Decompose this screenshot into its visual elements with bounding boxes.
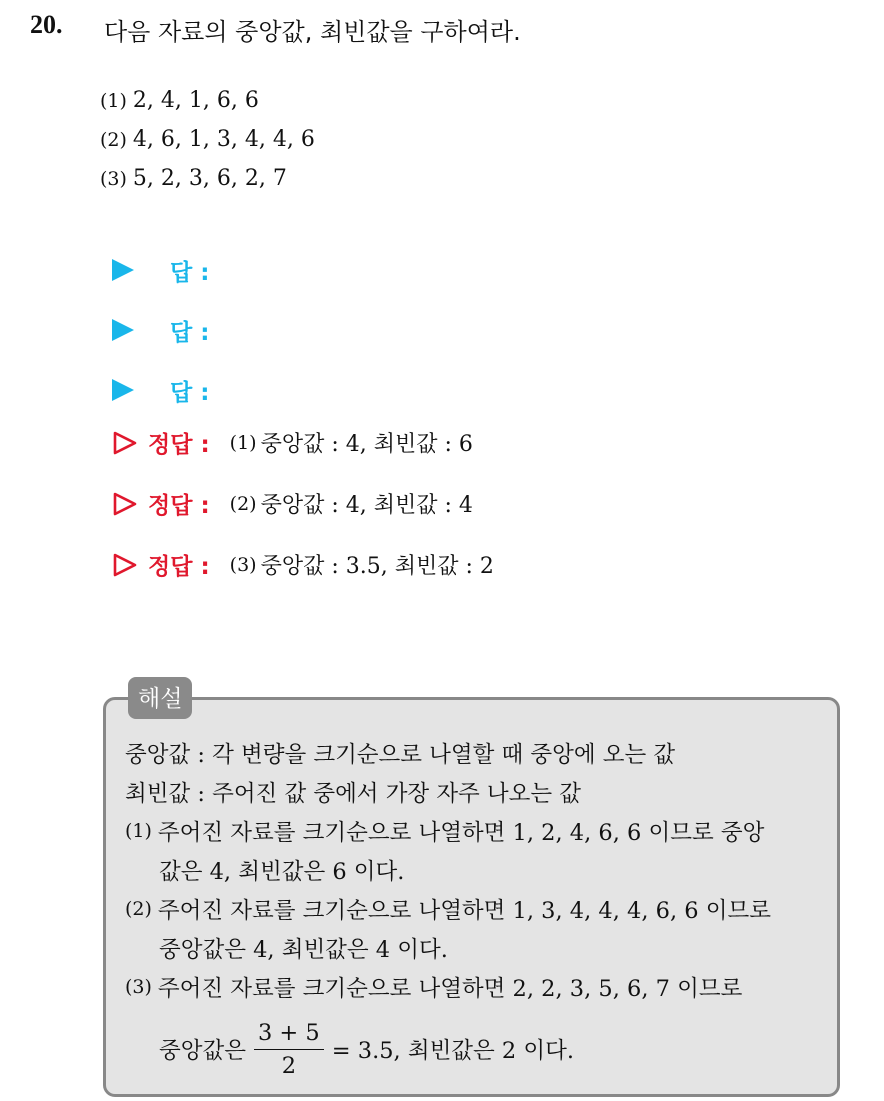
play-triangle-icon bbox=[112, 379, 134, 401]
list-item bbox=[100, 88, 315, 127]
solution-label: 정답 : bbox=[148, 493, 210, 519]
explanation-content bbox=[125, 733, 835, 1092]
explanation-line bbox=[125, 1006, 835, 1092]
fraction-denominator: 2 bbox=[281, 1052, 297, 1079]
solution-section bbox=[112, 412, 494, 595]
explanation-text: 주어진 자료를 크기순으로 나열하면 2, 2, 3, 5, 6, 7 이므로 bbox=[157, 975, 743, 1002]
explanation-line bbox=[125, 811, 835, 850]
problem-number: 20. bbox=[30, 10, 63, 39]
explanation-tab: 해설 bbox=[128, 677, 192, 719]
solution-label: 정답 : bbox=[148, 554, 210, 580]
explanation-text: 주어진 자료를 크기순으로 나열하면 1, 3, 4, 4, 4, 6, 6 이므로 bbox=[157, 897, 771, 924]
solution-label: 정답 : bbox=[148, 432, 210, 458]
play-triangle-icon bbox=[112, 319, 134, 341]
explanation-line bbox=[125, 772, 835, 811]
answer-row[interactable] bbox=[112, 300, 209, 360]
item-data: 2, 4, 1, 6, 6 bbox=[132, 88, 259, 113]
list-item bbox=[100, 166, 315, 205]
answer-label: 답 : bbox=[170, 379, 210, 406]
mode-definition: 최빈값 : 주어진 값 중에서 가장 자주 나오는 값 bbox=[125, 780, 582, 807]
explanation-number: (2) bbox=[125, 897, 152, 920]
item-data: 5, 2, 3, 6, 2, 7 bbox=[132, 166, 287, 191]
item-data: 4, 6, 1, 3, 4, 4, 6 bbox=[132, 127, 315, 152]
explanation-text: 값은 4, 최빈값은 6 이다. bbox=[159, 858, 405, 885]
outline-triangle-icon bbox=[112, 430, 138, 456]
solution-number: (3) bbox=[229, 553, 257, 576]
solution-text: 중앙값 : 3.5, 최빈값 : 2 bbox=[260, 554, 494, 579]
explanation-number: (1) bbox=[125, 819, 152, 842]
solution-row bbox=[112, 412, 494, 473]
outline-triangle-icon bbox=[112, 491, 138, 517]
answer-row[interactable] bbox=[112, 240, 209, 300]
list-item bbox=[100, 127, 315, 166]
median-definition: 중앙값 : 각 변량을 크기순으로 나열할 때 중앙에 오는 값 bbox=[125, 741, 676, 768]
explanation-line bbox=[125, 733, 835, 772]
item-number: (2) bbox=[100, 129, 127, 151]
explanation-line bbox=[125, 889, 835, 928]
solution-number: (2) bbox=[229, 492, 257, 515]
solution-row bbox=[112, 534, 494, 595]
answer-row[interactable] bbox=[112, 360, 209, 420]
explanation-text: 중앙값은 bbox=[159, 1038, 246, 1064]
explanation-number: (3) bbox=[125, 975, 152, 998]
item-number: (3) bbox=[100, 168, 127, 190]
explanation-line bbox=[125, 967, 835, 1006]
item-number: (1) bbox=[100, 90, 127, 112]
fraction bbox=[254, 1020, 324, 1079]
answer-label: 답 : bbox=[170, 259, 210, 286]
explanation-line bbox=[125, 850, 835, 889]
solution-text: 중앙값 : 4, 최빈값 : 4 bbox=[260, 493, 473, 518]
explanation-line bbox=[125, 928, 835, 967]
outline-triangle-icon bbox=[112, 552, 138, 578]
answer-label: 답 : bbox=[170, 319, 210, 346]
solution-number: (1) bbox=[229, 431, 257, 454]
problem-items bbox=[100, 88, 315, 205]
play-triangle-icon bbox=[112, 259, 134, 281]
explanation-text: 주어진 자료를 크기순으로 나열하면 1, 2, 4, 6, 6 이므로 중앙 bbox=[157, 819, 765, 846]
explanation-text: 중앙값은 4, 최빈값은 4 이다. bbox=[159, 936, 448, 963]
solution-text: 중앙값 : 4, 최빈값 : 6 bbox=[260, 432, 473, 457]
explanation-text: = 3.5, 최빈값은 2 이다. bbox=[331, 1038, 575, 1064]
fraction-numerator: 3 + 5 bbox=[254, 1020, 324, 1050]
solution-row bbox=[112, 473, 494, 534]
answer-section bbox=[112, 240, 209, 420]
question-text: 다음 자료의 중앙값, 최빈값을 구하여라. bbox=[104, 18, 521, 46]
